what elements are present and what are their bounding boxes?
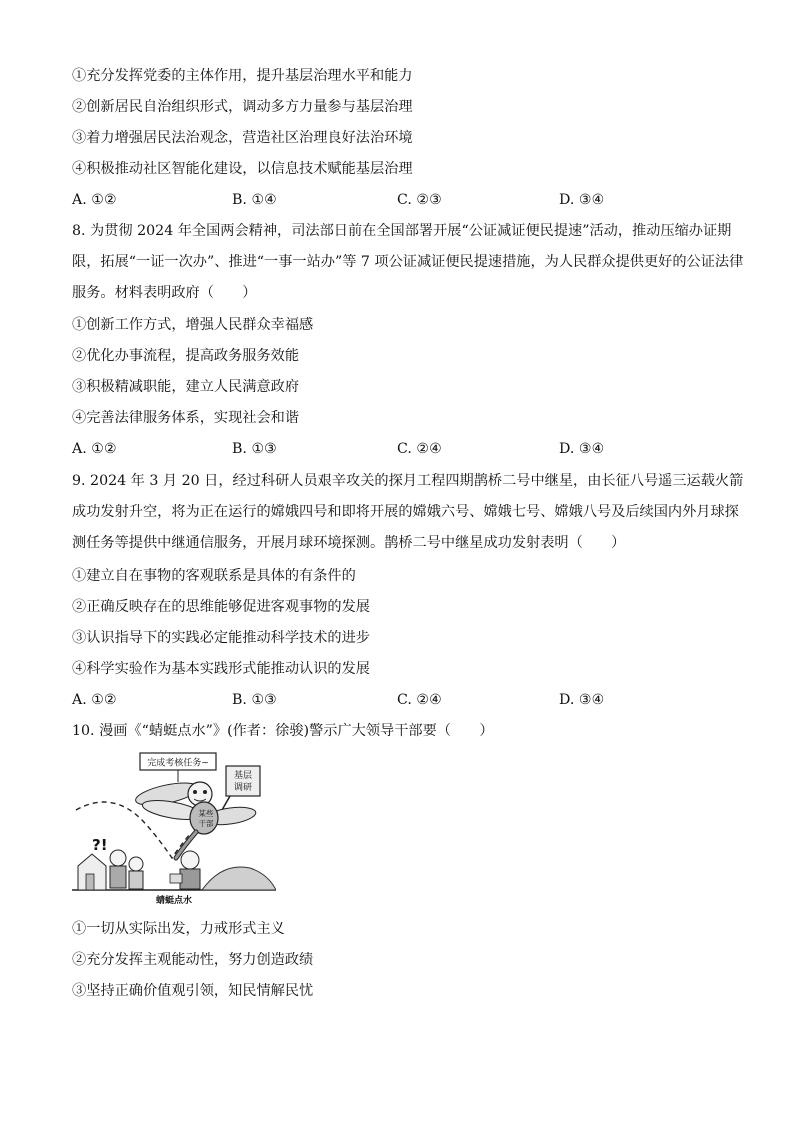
q7-choice-d: D. ③④ — [559, 192, 605, 208]
q8-option-4: ④完善法律服务体系，实现社会和谐 — [72, 410, 300, 426]
q8-stem: 8. 为贯彻 2024 年全国两会精神，司法部日前在全国部署开展“公证减证便民提速”活动，推动压缩办证期限，拓展“一证一次办”、推进“一事一站办”等 7 项公证减证便民提速措施，为人民群众提供更好的公证法律服务。材料表明政府（ ） — [72, 223, 744, 301]
q7-option-2: ②创新居民自治组织形式，调动多方力量参与基层治理 — [72, 99, 413, 115]
villager-1-head — [110, 850, 126, 866]
q8-choice-d: D. ③④ — [559, 441, 605, 457]
hill — [202, 867, 276, 890]
cartoon-caption: 蜻蜓点水 — [155, 896, 193, 905]
villager-2-body — [129, 871, 143, 889]
sign-text-line1: 基层 — [233, 771, 253, 781]
q9-choice-d: D. ③④ — [559, 692, 605, 708]
q8-choice-b: B. ①③ — [232, 441, 277, 457]
q10-stem: 10. 漫画《“蜻蜓点水”》(作者：徐骏)警示广大领导干部要（ ） — [72, 723, 494, 739]
q7-choice-b: B. ①④ — [232, 192, 277, 208]
badge-text-line1: 某些 — [198, 809, 214, 818]
q8-choice-c: C. ②④ — [397, 441, 442, 457]
cadre-head — [181, 851, 199, 869]
dragonfly-cartoon — [72, 750, 276, 905]
exclaim-text: ?! — [92, 836, 108, 854]
q9-option-1: ①建立自在事物的客观联系是具体的有条件的 — [72, 568, 356, 584]
cadre-body — [180, 869, 200, 889]
q7-option-1: ①充分发挥党委的主体作用，提升基层治理水平和能力 — [72, 68, 413, 84]
q10-option-3: ③坚持正确价值观引领，知民情解民忧 — [72, 983, 314, 999]
dragonfly-eye-right — [203, 790, 207, 794]
badge-text-line2: 干部 — [198, 819, 214, 828]
q9-choices — [72, 690, 752, 710]
q7-option-4: ④积极推动社区智能化建设，以信息技术赋能基层治理 — [72, 161, 413, 177]
q9-option-4: ④科学实验作为基本实践形式能推动认识的发展 — [72, 661, 370, 677]
sign-text-line2: 调研 — [233, 783, 253, 793]
q9-option-2: ②正确反映存在的思维能够促进客观事物的发展 — [72, 599, 370, 615]
q9-choice-a: A. ①② — [72, 692, 117, 708]
dragonfly-eye-left — [193, 790, 197, 794]
q9-option-3: ③认识指导下的实践必定能推动科学技术的进步 — [72, 630, 370, 646]
q7-choice-a: A. ①② — [72, 192, 117, 208]
villager-2-head — [129, 857, 143, 871]
cartoon-illustration — [72, 750, 276, 905]
q10-option-2: ②充分发挥主观能动性，努力创造政绩 — [72, 952, 314, 968]
q8-option-3: ③积极精减职能，建立人民满意政府 — [72, 379, 300, 395]
villager-1-body — [110, 866, 126, 888]
cadre-briefcase — [170, 874, 182, 883]
q8-choice-a: A. ①② — [72, 441, 117, 457]
q10-option-1: ①一切从实际出发，力戒形式主义 — [72, 921, 285, 937]
banner-text: 完成考核任务~ — [147, 758, 209, 769]
q8-choices — [72, 439, 752, 459]
house-door — [86, 874, 94, 890]
q8-option-1: ①创新工作方式，增强人民群众幸福感 — [72, 317, 314, 333]
q9-choice-b: B. ①③ — [232, 692, 277, 708]
q7-choices — [72, 190, 752, 210]
q9-choice-c: C. ②④ — [397, 692, 442, 708]
q8-option-2: ②优化办事流程，提高政务服务效能 — [72, 348, 300, 364]
dragonfly-torso — [190, 802, 218, 834]
q7-option-3: ③着力增强居民法治观念，营造社区治理良好法治环境 — [72, 130, 413, 146]
q9-stem: 9. 2024 年 3 月 20 日，经过科研人员艰辛攻关的探月工程四期鹊桥二号中继星，由长征八号遥三运载火箭成功发射升空，将为正在运行的嫦娥四号和即将开展的嫦娥六号、嫦娥七号、嫦娥八号及后续国内外月球探测任务等提供中继通信服务，开展月球环境探测。鹊桥二号中继星成功发射表明（ ） — [72, 473, 744, 551]
q7-choice-c: C. ②③ — [397, 192, 442, 208]
